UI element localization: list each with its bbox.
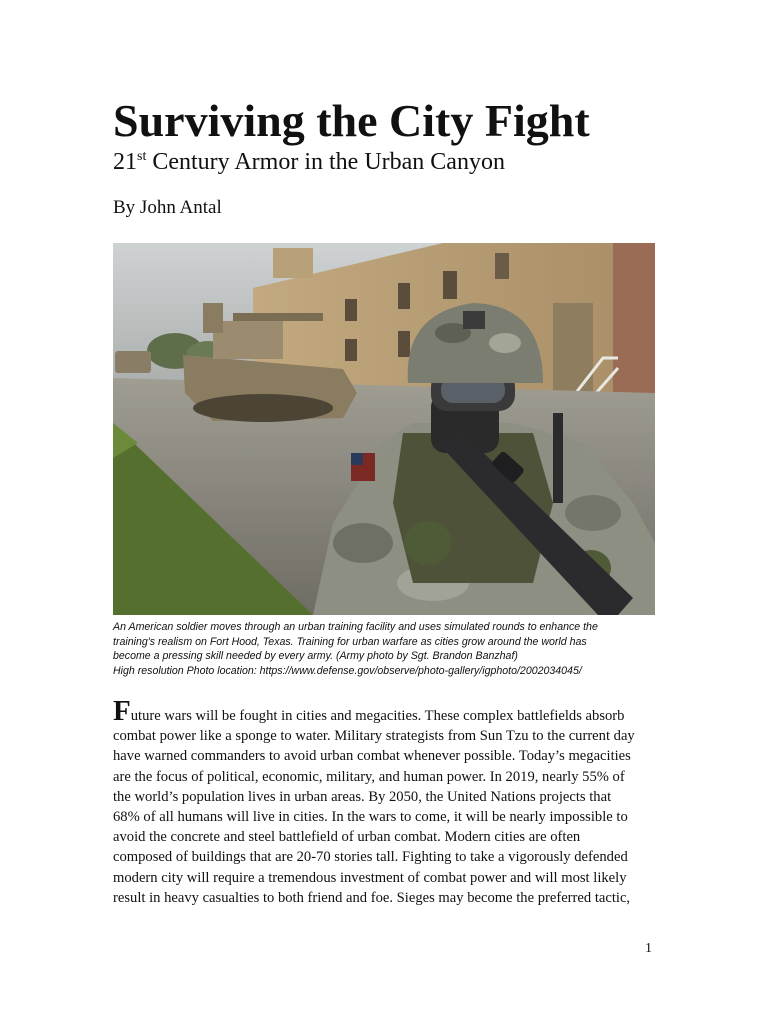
body-line: 68% of all humans will live in cities. In the wars to come, it will be nearly impossible to (113, 809, 628, 826)
page-number: 1 (645, 941, 652, 956)
body-line: modern city will require a tremendous investment of combat power and will most likely (113, 869, 627, 886)
body-line: the world’s population lives in urban areas. By 2050, the United Nations projects that (113, 788, 612, 805)
drop-cap: F (113, 695, 131, 727)
body-line: Future wars will be fought in cities and megacities. These complex battlefields absorb (113, 695, 625, 727)
body-line: combat power like a sponge to water. Military strategists from Sun Tzu to the current day (113, 728, 635, 745)
body-line: avoid the concrete and steel battlefield of urban combat. Modern cities are often (113, 829, 581, 846)
caption-line: An American soldier moves through an urban training facility and uses simulated rounds to enhance the (113, 621, 598, 633)
byline: By John Antal (113, 197, 222, 218)
caption-line: become a pressing skill needed by every army. (Army photo by Sgt. Brandon Banzhaf) (113, 650, 518, 662)
soldier-urban-training-photo (113, 243, 655, 615)
body-paragraph (113, 695, 658, 908)
caption-photo-location: High resolution Photo location: https://www.defense.gov/observe/photo-gallery/igphoto/2002034045/ (113, 664, 582, 677)
article-title: Surviving the City Fight (113, 95, 590, 146)
subtitle-ordinal-suffix: st (137, 149, 147, 164)
body-line: composed of buildings that are 20-70 stories tall. Fighting to take a vigorously defended (113, 849, 628, 866)
caption-line: training's realism on Fort Hood, Texas. Training for urban warfare as cities grow around the world has (113, 635, 587, 648)
body-line: are the focus of political, economic, military, and human power. In 2019, nearly 55% of (113, 768, 625, 785)
photo-caption (113, 620, 673, 678)
article-subtitle (113, 147, 505, 177)
body-line: result in heavy casualties to both friend and foe. Sieges may become the preferred tactic, (113, 889, 631, 906)
article-photo (113, 243, 655, 615)
subtitle-ordinal: 21 (113, 149, 137, 175)
body-line: have warned commanders to avoid urban combat whenever possible. Today’s megacities (113, 748, 631, 765)
subtitle-text: Century Armor in the Urban Canyon (146, 149, 505, 175)
